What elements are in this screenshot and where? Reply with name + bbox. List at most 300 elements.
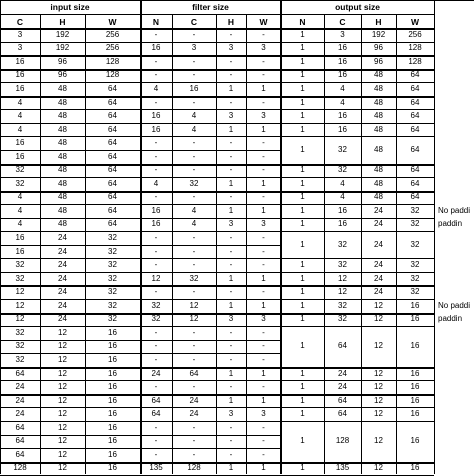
table-cell: 1 [261, 463, 266, 473]
table-cell: 48 [58, 165, 67, 175]
table-cell: 12 [374, 300, 383, 310]
table-cell: - [229, 287, 233, 297]
table-cell: 4 [17, 124, 23, 134]
table-cell: 4 [340, 178, 345, 188]
table-cell: 12 [338, 273, 347, 283]
table-cell: 1 [300, 219, 305, 229]
table-cell: - [262, 29, 265, 39]
table-cell: 24 [189, 395, 199, 405]
table-cell: 12 [58, 422, 67, 432]
column-divider [85, 14, 86, 474]
table-cell: - [192, 97, 196, 107]
table-cell: - [262, 287, 265, 297]
table-cell: - [154, 29, 158, 39]
table-cell: - [229, 56, 233, 66]
table-cell: 16 [410, 436, 420, 446]
table-cell: 256 [105, 29, 120, 39]
table-cell: 64 [108, 219, 117, 229]
column-divider [280, 0, 282, 474]
table-cell: - [154, 70, 158, 80]
table-cell: 24 [374, 260, 383, 270]
table-cell: 12 [189, 300, 199, 310]
table-cell: 64 [108, 138, 117, 148]
table-cell: 128 [335, 436, 350, 446]
table-cell: - [192, 436, 196, 446]
table-cell: - [154, 97, 158, 107]
table-cell: 12 [15, 314, 25, 324]
table-cell: - [262, 422, 265, 432]
table-cell: 32 [338, 300, 347, 310]
table-cell: - [192, 138, 196, 148]
table-cell: - [229, 233, 233, 243]
table-cell: 128 [13, 463, 27, 473]
column-divider [140, 0, 142, 474]
table-cell: 32 [15, 341, 25, 351]
table-cell: 48 [58, 111, 67, 121]
table-cell: 3 [228, 219, 234, 229]
table-cell: 64 [108, 124, 117, 134]
table-cell: - [262, 165, 265, 175]
table-cell: 1 [300, 205, 305, 215]
column-divider [434, 0, 435, 474]
table-cell: 1 [300, 341, 305, 351]
table-cell: 64 [410, 144, 420, 154]
table-cell: 16 [108, 382, 117, 392]
table-cell: 1 [300, 395, 305, 405]
table-cell: 64 [410, 97, 420, 107]
table-cell: - [154, 382, 158, 392]
table-cell: 1 [261, 395, 266, 405]
table-cell: 48 [374, 111, 383, 121]
table-cell: - [262, 327, 265, 337]
table-cell: 1 [300, 178, 305, 188]
table-border-top [0, 0, 474, 1]
table-cell: 48 [58, 151, 67, 161]
table-cell: 3 [17, 43, 23, 53]
table-cell: 12 [58, 327, 67, 337]
table-cell: 16 [338, 56, 347, 66]
table-cell: 64 [151, 395, 161, 405]
table-cell: 1 [300, 111, 305, 121]
table-cell: 1 [300, 273, 305, 283]
table-cell: 32 [410, 205, 420, 215]
table-cell: - [229, 97, 233, 107]
table-cell: 32 [189, 273, 199, 283]
table-cell: - [192, 192, 196, 202]
table-cell: 16 [338, 219, 347, 229]
table-cell: 64 [108, 178, 117, 188]
table-cell: 24 [58, 260, 67, 270]
table-cell: 16 [338, 205, 347, 215]
table-cell: 24 [15, 382, 25, 392]
table-cell: - [262, 341, 265, 351]
column-header: N [299, 16, 306, 27]
table-cell: 192 [371, 29, 386, 39]
table-cell: 32 [108, 246, 117, 256]
table-cell: 1 [300, 97, 305, 107]
column-header: H [375, 16, 382, 27]
table-cell: - [229, 29, 233, 39]
table-cell: 12 [189, 314, 199, 324]
table-cell: 32 [410, 239, 420, 249]
table-cell: 32 [410, 287, 420, 297]
table-cell: 16 [108, 395, 117, 405]
table-cell: 24 [338, 368, 347, 378]
table-cell: 12 [374, 341, 383, 351]
table-cell: 1 [261, 178, 266, 188]
table-cell: 32 [410, 219, 420, 229]
table-cell: - [154, 422, 158, 432]
group-header-input: input size [50, 2, 90, 13]
table-cell: 16 [108, 327, 117, 337]
table-cell: 4 [17, 97, 23, 107]
table-cell: 16 [15, 233, 25, 243]
header-divider [0, 14, 434, 15]
table-cell: 12 [15, 300, 25, 310]
table-cell: 12 [58, 354, 67, 364]
table-cell: 4 [191, 124, 197, 134]
table-cell: 32 [15, 354, 25, 364]
table-cell: 64 [151, 409, 161, 419]
table-cell: 24 [58, 233, 67, 243]
table-cell: 1 [300, 70, 305, 80]
table-cell: 12 [374, 382, 383, 392]
column-divider [246, 14, 247, 474]
table-cell: 16 [15, 246, 25, 256]
table-cell: 32 [410, 260, 420, 270]
table-cell: - [229, 327, 233, 337]
column-divider [396, 14, 397, 474]
table-cell: 32 [338, 314, 347, 324]
table-cell: 16 [15, 83, 25, 93]
table-cell: 64 [410, 70, 420, 80]
table-cell: 135 [149, 463, 163, 473]
table-cell: 1 [300, 144, 305, 154]
table-cell: 32 [108, 273, 117, 283]
table-cell: - [192, 29, 196, 39]
column-header: H [227, 16, 235, 27]
table-cell: 1 [300, 260, 305, 270]
table-cell: 64 [15, 449, 25, 459]
table-cell: - [154, 246, 158, 256]
table-cell: - [192, 165, 196, 175]
table-cell: 16 [410, 395, 420, 405]
table-cell: - [154, 233, 158, 243]
table-cell: 12 [58, 409, 67, 419]
table-cell: - [192, 233, 196, 243]
table-cell: 12 [374, 409, 383, 419]
table-cell: 12 [374, 395, 383, 405]
table-cell: - [154, 449, 158, 459]
table-cell: 16 [338, 70, 347, 80]
table-cell: - [192, 449, 196, 459]
table-cell: 12 [58, 395, 67, 405]
table-cell: 16 [108, 368, 117, 378]
column-header: W [410, 16, 420, 27]
table-cell: - [229, 422, 233, 432]
table-cell: 16 [338, 124, 347, 134]
table-cell: 16 [151, 43, 161, 53]
group-header-output: output size [335, 2, 380, 13]
table-cell: 64 [108, 165, 117, 175]
table-cell: 1 [261, 300, 266, 310]
table-cell: - [229, 192, 233, 202]
table-cell: - [192, 246, 196, 256]
table-cell: 48 [58, 124, 67, 134]
table-cell: - [262, 436, 265, 446]
table-cell: 32 [189, 178, 199, 188]
table-cell: 16 [410, 368, 420, 378]
table-cell: 12 [58, 341, 67, 351]
table-cell: 64 [108, 151, 117, 161]
table-cell: 96 [374, 43, 383, 53]
table-cell: 12 [58, 368, 67, 378]
table-cell: - [262, 382, 265, 392]
table-cell: - [262, 354, 265, 364]
table-cell: 16 [410, 382, 420, 392]
table-cell: - [154, 56, 158, 66]
table-cell: 4 [17, 111, 23, 121]
table-cell: 16 [108, 341, 117, 351]
table-cell: 32 [338, 144, 347, 154]
table-cell: 1 [300, 124, 305, 134]
table-cell: - [154, 341, 158, 351]
table-cell: 32 [338, 165, 347, 175]
table-cell: 12 [15, 287, 25, 297]
table-cell: 1 [228, 273, 234, 283]
table-cell: 24 [58, 300, 67, 310]
table-cell: 1 [300, 382, 305, 392]
table-cell: 64 [108, 111, 117, 121]
table-cell: - [229, 354, 233, 364]
table-cell: 16 [108, 436, 117, 446]
table-cell: 1 [261, 368, 266, 378]
table-cell: 32 [338, 260, 347, 270]
table-cell: 16 [189, 83, 199, 93]
table-cell: - [192, 70, 196, 80]
table-cell: 1 [300, 192, 305, 202]
table-cell: 128 [408, 43, 422, 53]
table-cell: 1 [300, 165, 305, 175]
table-cell: 16 [151, 219, 161, 229]
table-cell: 24 [338, 382, 347, 392]
table-cell: 1 [300, 436, 305, 446]
table-cell: 12 [374, 314, 383, 324]
table-cell: 32 [108, 233, 117, 243]
table-cell: - [154, 192, 158, 202]
table-cell: 1 [300, 287, 305, 297]
table-cell: - [154, 165, 158, 175]
column-divider [172, 14, 173, 474]
table-cell: 3 [228, 43, 234, 53]
table-cell: 1 [300, 300, 305, 310]
table-cell: 24 [151, 368, 161, 378]
table-cell: 4 [340, 97, 345, 107]
column-header: N [152, 16, 160, 27]
table-cell: - [229, 382, 233, 392]
column-header: H [59, 16, 66, 27]
column-divider [216, 14, 217, 474]
table-cell: - [154, 354, 158, 364]
table-cell: - [192, 354, 196, 364]
table-cell: 1 [300, 239, 305, 249]
table-cell: - [229, 70, 233, 80]
table-cell: 48 [58, 178, 67, 188]
table-cell: - [192, 287, 196, 297]
table-cell: - [229, 341, 233, 351]
table-cell: 1 [228, 83, 234, 93]
table-cell: 12 [58, 436, 67, 446]
column-header: C [16, 16, 24, 27]
table-cell: 64 [338, 395, 347, 405]
table-cell: 16 [108, 463, 117, 473]
table-cell: 24 [58, 314, 67, 324]
table-cell: 64 [410, 111, 420, 121]
table-cell: 48 [58, 219, 67, 229]
table-cell: 32 [108, 300, 117, 310]
table-cell: 24 [15, 409, 25, 419]
table-cell: 64 [108, 192, 117, 202]
table-cell: 1 [300, 29, 305, 39]
table-cell: 16 [15, 138, 25, 148]
table-cell: 4 [340, 83, 345, 93]
column-divider [40, 14, 41, 474]
table-cell: 32 [15, 327, 25, 337]
table-cell: 16 [108, 409, 117, 419]
table-cell: 16 [108, 449, 117, 459]
table-cell: - [229, 260, 233, 270]
table-cell: 48 [374, 124, 383, 134]
table-cell: 1 [261, 83, 266, 93]
table-cell: 4 [340, 192, 345, 202]
table-cell: 4 [153, 178, 159, 188]
table-cell: 64 [338, 341, 347, 351]
table-cell: 64 [410, 192, 420, 202]
table-cell: 32 [15, 260, 25, 270]
table-cell: - [262, 233, 265, 243]
table-cell: 1 [261, 205, 266, 215]
table-cell: 1 [228, 463, 234, 473]
table-cell: 1 [300, 368, 305, 378]
table-cell: 1 [228, 300, 234, 310]
table-cell: 4 [17, 205, 23, 215]
table-cell: 48 [374, 144, 383, 154]
table-cell: - [154, 287, 158, 297]
table-cell: 3 [191, 43, 197, 53]
group-header-filter: filter size [192, 2, 229, 13]
table-cell: 24 [374, 287, 383, 297]
table-cell: 48 [58, 83, 67, 93]
table-cell: - [192, 260, 196, 270]
table-cell: 128 [187, 463, 201, 473]
table-cell: - [229, 151, 233, 161]
row-note: No paddi [438, 205, 471, 215]
table-cell: 64 [410, 124, 420, 134]
table-cell: 64 [108, 97, 117, 107]
table-cell: 16 [410, 300, 420, 310]
table-cell: 16 [15, 151, 25, 161]
table-cell: 1 [300, 83, 305, 93]
table-cell: 16 [15, 70, 25, 80]
table-cell: 32 [15, 273, 25, 283]
table-cell: 48 [374, 165, 383, 175]
table-cell: - [262, 151, 265, 161]
table-cell: 16 [338, 43, 347, 53]
table-cell: - [192, 382, 196, 392]
table-cell: 12 [58, 382, 67, 392]
table-cell: 3 [261, 111, 266, 121]
table-cell: - [262, 138, 265, 148]
table-cell: 1 [228, 368, 234, 378]
table-cell: 16 [410, 463, 420, 473]
table-cell: 16 [410, 341, 420, 351]
table-cell: 3 [261, 409, 266, 419]
row-note: paddin [438, 219, 463, 229]
table-cell: 256 [408, 29, 422, 39]
table-cell: 48 [58, 192, 67, 202]
table-cell: 4 [153, 83, 159, 93]
table-cell: 1 [228, 395, 234, 405]
table-cell: 1 [228, 124, 234, 134]
table-cell: 192 [55, 29, 70, 39]
table-cell: 48 [374, 70, 383, 80]
table-cell: 96 [58, 70, 67, 80]
table-cell: - [154, 327, 158, 337]
table-cell: 1 [300, 314, 305, 324]
table-cell: - [154, 436, 158, 446]
table-cell: 4 [191, 205, 197, 215]
table-cell: 16 [15, 56, 25, 66]
table-cell: 16 [108, 422, 117, 432]
table-cell: - [229, 165, 233, 175]
table-cell: - [192, 56, 196, 66]
table-cell: 48 [58, 138, 67, 148]
table-cell: 128 [408, 56, 422, 66]
table-cell: 24 [58, 273, 67, 283]
table-cell: 128 [105, 56, 120, 66]
table-cell: 135 [335, 463, 350, 473]
table-cell: 24 [15, 395, 25, 405]
table-cell: 3 [228, 111, 234, 121]
table-cell: 48 [374, 83, 383, 93]
column-divider [324, 14, 325, 474]
table-cell: 24 [374, 219, 383, 229]
table-cell: - [229, 449, 233, 459]
table-cell: 12 [58, 463, 67, 473]
table-cell: 32 [108, 287, 117, 297]
table-cell: 1 [261, 124, 266, 134]
table-cell: 96 [58, 56, 67, 66]
table-cell: 32 [151, 314, 161, 324]
column-header: W [108, 16, 117, 27]
row-note: paddin [438, 314, 463, 324]
table-cell: 32 [108, 314, 117, 324]
table-cell: 12 [374, 368, 383, 378]
row-note: No paddi [438, 300, 471, 310]
table-cell: 32 [151, 300, 161, 310]
table-cell: 64 [15, 422, 25, 432]
table-cell: 64 [410, 83, 420, 93]
table-cell: 3 [340, 29, 345, 39]
table-cell: 16 [410, 409, 420, 419]
table-cell: - [154, 260, 158, 270]
table-cell: 64 [338, 409, 347, 419]
table-cell: - [262, 192, 265, 202]
table-cell: - [262, 97, 265, 107]
table-cell: 4 [17, 192, 23, 202]
table-cell: - [192, 151, 196, 161]
table-cell: 64 [410, 178, 420, 188]
